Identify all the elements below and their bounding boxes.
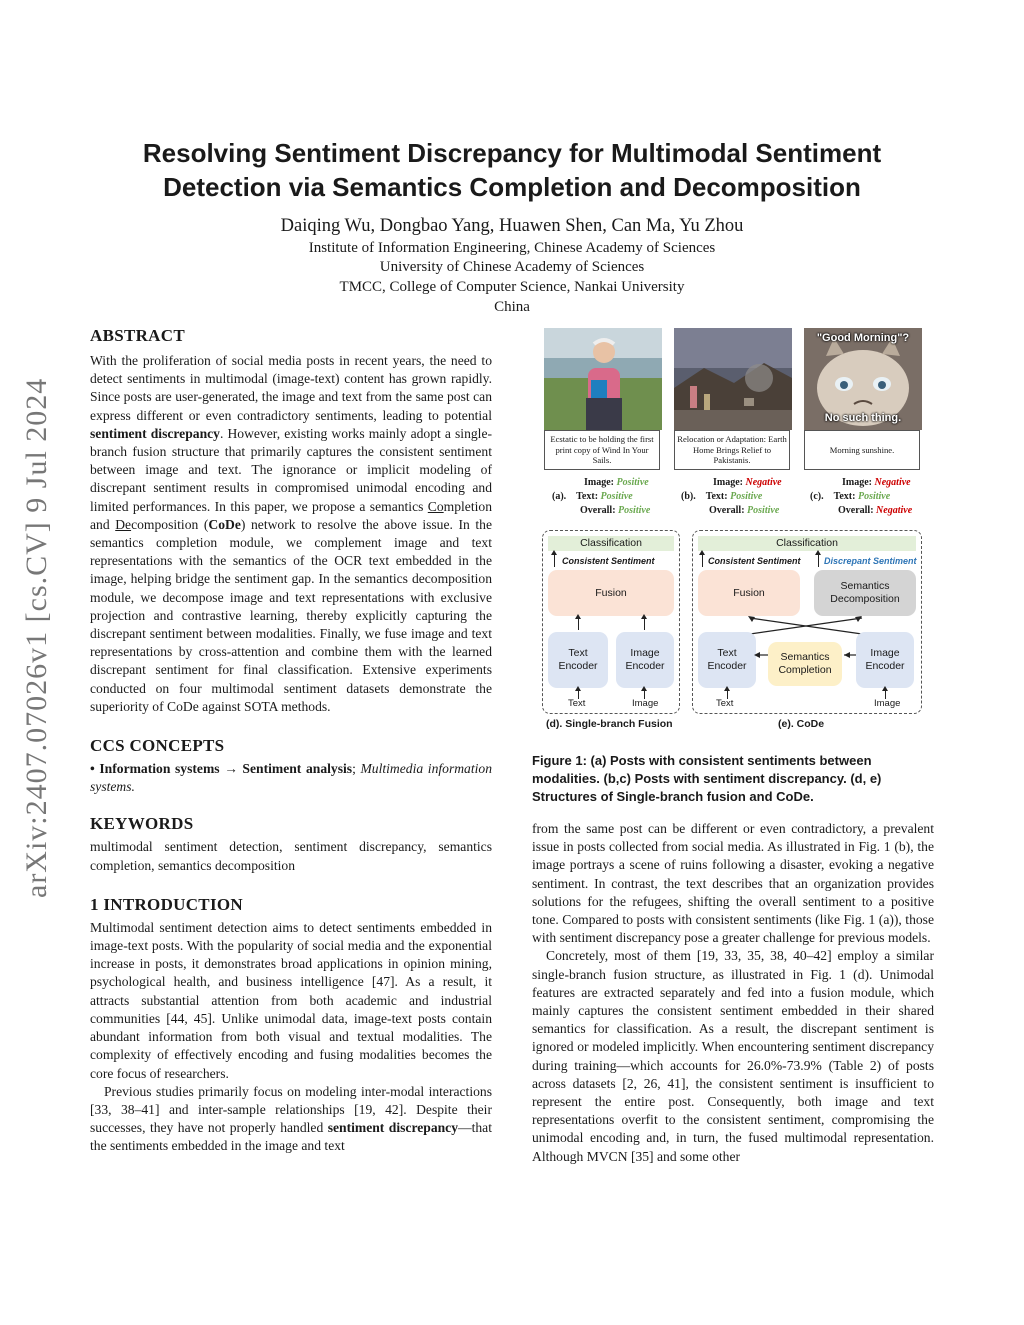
title-line-1: Resolving Sentiment Discrepancy for Multimodal Sentiment xyxy=(142,138,882,168)
post-b-caption: Relocation or Adaptation: Earth Home Brings Relief to Pakistanis. xyxy=(674,430,790,470)
d-text-encoder: Text Encoder xyxy=(548,632,608,688)
post-c xyxy=(804,328,922,470)
abstract-text-mid3: composition ( xyxy=(131,516,209,532)
post-c-overall-sentiment: Negative xyxy=(876,505,913,516)
d-in-text: Text xyxy=(568,698,586,709)
abstract-heading: ABSTRACT xyxy=(90,326,185,345)
abstract-text-mid2: mpletion and xyxy=(90,498,492,532)
abstract-underline-co: Co xyxy=(427,498,444,514)
label-image: Image: xyxy=(713,477,743,488)
meme-bottom-text: No such thing. xyxy=(824,412,902,424)
affiliation-3: TMCC, College of Computer Science, Nankai University xyxy=(339,279,685,295)
label-image: Image: xyxy=(842,477,872,488)
ccs-italic: Multimedia information systems. xyxy=(90,761,492,795)
abstract-code-bold: CoDe xyxy=(208,516,241,532)
left-column xyxy=(90,326,492,1156)
e-image-encoder: Image Encoder xyxy=(856,632,914,688)
post-a-caption: Ecstatic to be holding the first print copy of Wind In Your Sails. xyxy=(544,430,660,470)
abstract-text-pre: With the proliferation of social media posts in recent years, the need to detect sentiments in multimodal (image-text) content has grown rapidly. Since posts are user-generated, the image and text from the same post can express different or even contradictory sentiments, leading to potential xyxy=(90,353,492,423)
post-c-image-sentiment: Negative xyxy=(874,477,911,488)
post-b-label: (b). xyxy=(681,491,696,502)
post-c-sentiments xyxy=(810,476,912,518)
post-a-image xyxy=(544,328,662,430)
post-b xyxy=(674,328,792,470)
e-in-text: Text xyxy=(716,698,734,709)
label-overall: Overall: xyxy=(838,505,874,516)
label-text: Text: xyxy=(705,491,728,502)
post-a-image-sentiment: Positive xyxy=(616,477,649,488)
post-b-text-sentiment: Positive xyxy=(730,491,763,502)
post-a xyxy=(544,328,662,470)
post-b-image-sentiment: Negative xyxy=(745,477,782,488)
e-text-encoder: Text Encoder xyxy=(698,632,756,688)
e-consistent-label: Consistent Sentiment xyxy=(708,556,801,566)
keywords-body: multimodal sentiment detection, sentiment discrepancy, semantics completion, semantics decomposition xyxy=(90,839,492,873)
post-a-text-sentiment: Positive xyxy=(600,491,633,502)
post-a-overall-sentiment: Positive xyxy=(618,505,651,516)
e-semantics-completion: Semantics Completion xyxy=(768,642,842,686)
caption-e: (e). CoDe xyxy=(778,718,825,730)
label-overall: Overall: xyxy=(580,505,616,516)
post-b-overall-sentiment: Positive xyxy=(747,505,780,516)
paper-title xyxy=(90,136,934,204)
intro-body-left xyxy=(90,919,492,1156)
abstract-underline-de: De xyxy=(115,516,132,532)
intro-paragraph-1: Multimodal sentiment detection aims to detect sentiments embedded in image-text posts. With the popularity of social media and the exponential increase in posts, it demonstrates broad applications in opinion mining, psychological health, and business intelligence [47]. As a result, it attracts substantial attention from both academic and industrial communities [44, 45]. Unlike unimodal data, image-text posts contain abundant information from both visual and textual modalities. The complexity of effectively encoding and fusing modalities becomes the core focus of researchers. xyxy=(90,919,492,1081)
abstract-text-mid: . However, existing works mainly adopt a single-branch fusion structure that primarily captures the consistent sentiment between image and text. The ignorance or implicit modeling of discrepant sentiment results in compromised unimodal encoding and limited performances. In this paper, we propose a semantics xyxy=(90,425,492,514)
d-arrow-up-2 xyxy=(644,618,645,630)
d-arrow-up-1 xyxy=(578,618,579,630)
e-in-image: Image xyxy=(874,698,901,709)
post-b-image xyxy=(674,328,792,430)
label-text: Text: xyxy=(576,491,599,502)
figure-caption: Figure 1: (a) Posts with consistent sentiments between modalities. (b,c) Posts with sentiment discrepancy. (d, e) Structures of Single-branch fusion and CoDe. xyxy=(532,753,882,804)
d-arrow-up-cls xyxy=(554,554,555,567)
post-b-sentiments xyxy=(681,476,782,518)
label-text: Text: xyxy=(833,491,856,502)
affiliation-1: Institute of Information Engineering, Chinese Academy of Sciences xyxy=(308,240,716,256)
e-completion-arrows xyxy=(754,648,858,662)
intro-heading: 1 INTRODUCTION xyxy=(90,894,243,914)
e-classification: Classification xyxy=(698,536,916,551)
figure-1 xyxy=(540,326,922,736)
d-in-image: Image xyxy=(632,698,659,709)
keywords-heading: KEYWORDS xyxy=(90,814,194,834)
e-discrepant-label: Discrepant Sentiment xyxy=(824,556,917,566)
abstract-body xyxy=(90,352,492,716)
intro-right-paragraph-1: from the same post can be different or even contradictory, a prevalent issue in posts collected from social media. As illustrated in Fig. 1 (b), the image portrays a scene of ruins following a disaster, evoking a negative sentiment. In contrast, the text describes that an organization provides solutions for the refugees, shifting the overall sentiment to a positive tone. Compared to posts with consistent sentiments (like Fig. 1 (a)), those with sentiment discrepancy pose a greater challenge for previous models. xyxy=(532,821,934,946)
caption-d: (d). Single-branch Fusion xyxy=(546,718,673,730)
e-fusion: Fusion xyxy=(698,570,800,616)
intro-p2-pre: Previous studies primarily focus on modeling inter-modal interactions [33, 38–41] and inter-sample relationships [19, 42]. Despite their successes, they have not properly handled xyxy=(90,1083,492,1136)
d-image-encoder: Image Encoder xyxy=(616,632,674,688)
abstract-bold-term: sentiment discrepancy xyxy=(90,425,220,441)
d-consistent-label: Consistent Sentiment xyxy=(562,556,655,566)
ccs-body xyxy=(90,760,492,796)
label-image: Image: xyxy=(584,477,614,488)
ccs-bullet: • Information systems → Sentiment analysis xyxy=(90,761,353,777)
affiliation-2: University of Chinese Academy of Sciences xyxy=(379,259,645,275)
label-overall: Overall: xyxy=(709,505,745,516)
e-arrow-up-disc xyxy=(818,554,819,567)
affiliation-4: China xyxy=(494,299,530,315)
authors: Daiqing Wu, Dongbao Yang, Huawen Shen, Can Ma, Yu Zhou xyxy=(280,216,744,236)
post-c-image xyxy=(804,328,922,430)
abstract-text-post: ) network to resolve the above issue. In the semantics completion module, we complement image and text representations with the semantics of the OCR text embedded in the image, helping bridge the sentiment gap. In the semantics decomposition module, we decompose image and text representations with exclusive projection and contrastive learning, thereby explicitly capturing the discrepant sentiment between modalities. Finally, we fuse image and text representations by cross-attention and combine them with the learned discrepant sentiment for final classification. Extensive experiments conducted on four multimodal sentiment datasets demonstrate the superiority of CoDe against SOTA methods. xyxy=(90,516,493,714)
e-arrow-up-cons xyxy=(702,554,703,567)
post-a-sentiments xyxy=(552,476,650,518)
post-c-label: (c). xyxy=(810,491,824,502)
d-fusion: Fusion xyxy=(548,570,674,616)
right-column xyxy=(532,820,934,1166)
arxiv-side-stamp: arXiv:2407.07026v1 [cs.CV] 9 Jul 2024 xyxy=(20,377,53,898)
post-c-text-sentiment: Positive xyxy=(857,491,891,502)
post-c-caption: Morning sunshine. xyxy=(804,430,920,470)
intro-p2-bold: sentiment discrepancy xyxy=(327,1120,459,1136)
ccs-sep: ; xyxy=(352,761,361,777)
title-line-2: Detection via Semantics Completion and Decomposition xyxy=(163,172,861,202)
meme-top-text: "Good Morning"? xyxy=(816,332,910,344)
post-a-label: (a). xyxy=(552,491,567,502)
ccs-heading: CCS CONCEPTS xyxy=(90,736,225,756)
d-classification: Classification xyxy=(548,536,674,551)
e-semantics-decomposition: Semantics Decomposition xyxy=(814,570,916,616)
intro-p2-post: —that the sentiments embedded in the image and text xyxy=(90,1120,492,1154)
intro-right-paragraph-2: Concretely, most of them [19, 33, 35, 38, 40–42] employ a similar single-branch fusion structure, as illustrated in Fig. 1 (d). Unimodal features are extracted separately and fed into a fusion module, which mainly captures the consistent sentiment embedded in their shared semantics for classification. As a result, the discrepant sentiment is ignored or modeled implicitly. When encountering sentiment discrepancy during training—which accounts for 26.0%-73.9% (Table 2) of posts across datasets [2, 26, 41], the consistent sentiment is insufficient to represent the entire post. Consequently, both image and text representations overfit to the consistent sentiment, compromising the unimodal encoding and, in turn, the fused multimodal representation. Although MVCN [35] and some other xyxy=(532,948,934,1164)
